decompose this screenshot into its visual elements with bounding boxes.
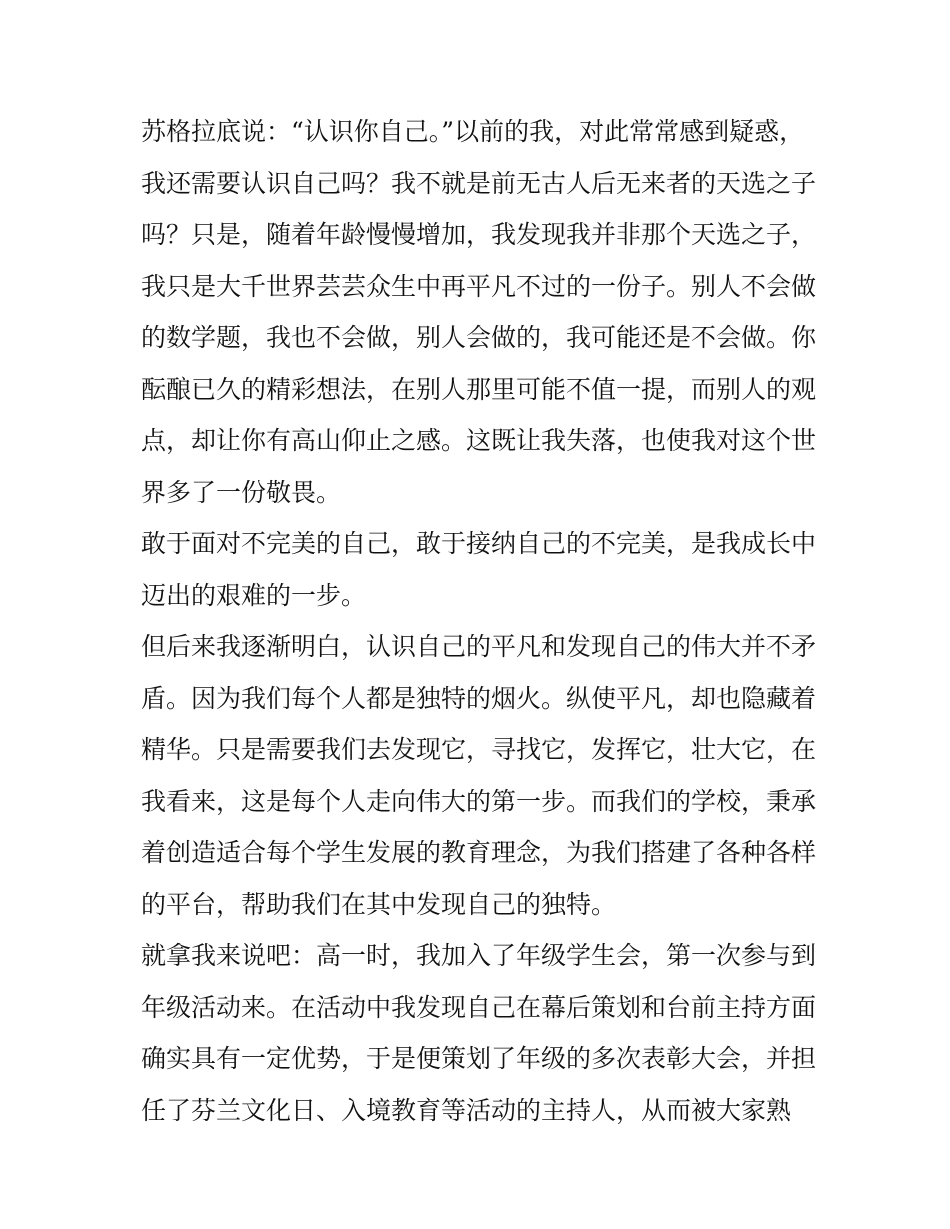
text-line: 确实具有一定优势，于是便策划了年级的多次表彰大会，并担 bbox=[141, 1044, 817, 1073]
text-line: 我只是大千世界芸芸众生中再平凡不过的一份子。别人不会做 bbox=[141, 271, 817, 301]
text-line: 的数学题，我也不会做，别人会做的，我可能还是不会做。你 bbox=[141, 323, 817, 352]
essay-body bbox=[141, 106, 831, 1136]
text-line: 敢于面对不完美的自己，敢于接纳自己的不完美，是我成长中 bbox=[141, 529, 817, 558]
text-line: 任了芬兰文化日、入境教育等活动的主持人，从而被大家熟 bbox=[141, 1095, 792, 1125]
text-line: 精华。只是需要我们去发现它，寻找它，发挥它，壮大它，在 bbox=[141, 735, 817, 764]
text-line: 界多了一份敬畏。 bbox=[141, 477, 342, 507]
text-line: 着创造适合每个学生发展的教育理念，为我们搭建了各种各样 bbox=[141, 838, 817, 867]
text-line: 我看来，这是每个人走向伟大的第一步。而我们的学校，秉承 bbox=[141, 786, 817, 816]
text-line: 我还需要认识自己吗？我不就是前无古人后无来者的天选之子 bbox=[141, 168, 817, 198]
text-line: 盾。因为我们每个人都是独特的烟火。纵使平凡，却也隐藏着 bbox=[141, 683, 817, 713]
text-line: 的平台，帮助我们在其中发现自己的独特。 bbox=[141, 889, 617, 919]
text-line: 点，却让你有高山仰止之感。这既让我失落，也使我对这个世 bbox=[141, 426, 817, 455]
text-line: 就拿我来说吧：高一时，我加入了年级学生会，第一次参与到 bbox=[141, 941, 817, 970]
text-line: 苏格拉底说：“认识你自己。”以前的我，对此常常感到疑惑， bbox=[141, 117, 805, 146]
text-line: 年级活动来。在活动中我发现自己在幕后策划和台前主持方面 bbox=[141, 992, 817, 1022]
text-line: 迈出的艰难的一步。 bbox=[141, 580, 367, 610]
text-line: 但后来我逐渐明白，认识自己的平凡和发现自己的伟大并不矛 bbox=[141, 632, 817, 661]
text-line: 吗？只是，随着年龄慢慢增加，我发现我并非那个天选之子， bbox=[141, 220, 817, 249]
text-line: 酝酿已久的精彩想法，在别人那里可能不值一提，而别人的观 bbox=[141, 374, 817, 404]
